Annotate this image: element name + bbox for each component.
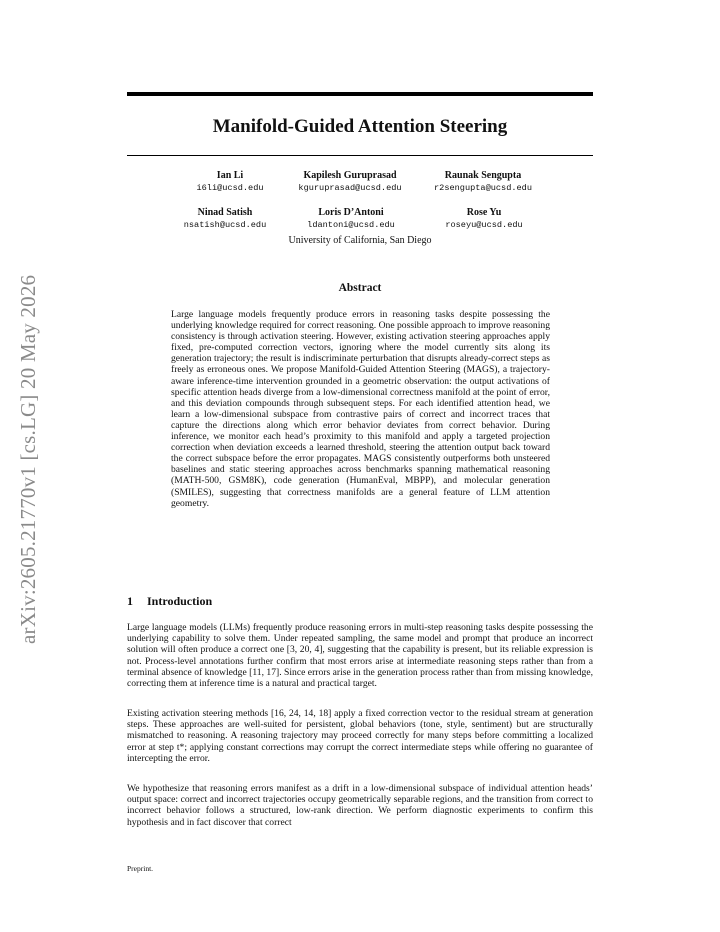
author-email[interactable]: roseyu@ucsd.edu xyxy=(445,220,523,230)
author-email[interactable]: r2sengupta@ucsd.edu xyxy=(434,183,532,193)
body-paragraph: Existing activation steering methods [16, 24, 14, 18] apply a fixed correction vector to the residual stream at generation steps. These approaches are well-suited for persistent, global behaviors (tone, style, sentiment) but are structurally mismatched to reasoning. A reasoning trajectory may proceed correctly for many steps before committing a localized error at step t*; applying constant corrections may corrupt the correct intermediate steps while offering no guarantee of intercepting the error. xyxy=(127,708,593,764)
abstract-text: Large language models frequently produce errors in reasoning tasks despite possessing the underlying knowledge required for correct reasoning. One possible approach to improve reasoning consistency is through activation steering. However, existing activation steering approaches apply fixed, pre-computed correction vectors, ignoring where the model currently sits along its generation trajectory; the result is indiscriminate perturbation that disrupts already-correct steps as freely as erroneous ones. We propose Manifold-Guided Attention Steering (MAGS), a trajectory-aware inference-time intervention grounded in a geometric observation: the output activations of specific attention heads diverge from a low-dimensional correctness manifold at the point of error, and this deviation compounds through subsequent steps. For each identified attention head, we learn a low-dimensional subspace from contrastive pairs of correct and incorrect traces that capture the directions along which error behavior deviates from correct behavior. During inference, we monitor each head’s proximity to this manifold and apply a targeted projection correction when deviation exceeds a learned threshold, steering the attention output back toward the correct subspace before the error propagates. MAGS consistently outperforms both unsteered baselines and static steering approaches across benchmarks spanning mathematical reasoning (MATH-500, GSM8K), code generation (HumanEval, MBPP), and molecular generation (SMILES), suggesting that correctness manifolds are a general feature of LLM attention geometry. xyxy=(171,309,550,509)
section-number: 1 xyxy=(127,594,133,608)
author-block xyxy=(276,206,426,231)
author-block xyxy=(409,206,559,231)
body-paragraph: We hypothesize that reasoning errors manifest as a drift in a low-dimensional subspace of individual attention heads’ output space: correct and incorrect trajectories occupy geometrically separable regions, and the transition from correct to incorrect behavior follows a structured, low-rank direction. We perform diagnostic experiments to confirm this hypothesis and in fact discover that correct xyxy=(127,783,593,828)
section-heading xyxy=(127,594,593,609)
arxiv-identifier[interactable]: arXiv:2605.21770v1 [cs.LG] 20 May 2026 xyxy=(16,274,40,644)
body-paragraph: Large language models (LLMs) frequently produce reasoning errors in multi-step reasoning tasks despite possessing the underlying capability to solve them. Under repeated sampling, the same model and prompt that produce an incorrect solution will often produce a correct one [3, 20, 4], suggesting that the capability is present, but its reliable expression is not. Process-level annotations further confirm that most errors arise at intermediate reasoning steps rather than from a terminal absence of knowledge [11, 17]. Since errors arise in the generation process rather than from missing knowledge, correcting them at inference time is a natural and practical target. xyxy=(127,622,593,690)
author-name: Raunak Sengupta xyxy=(444,170,522,181)
section-title: Introduction xyxy=(147,594,213,608)
author-name: Kapilesh Guruprasad xyxy=(303,170,397,181)
author-name: Loris D’Antoni xyxy=(318,207,384,218)
author-name: Ian Li xyxy=(216,170,244,181)
author-block xyxy=(275,169,425,194)
author-email[interactable]: i6li@ucsd.edu xyxy=(196,183,264,193)
author-name: Rose Yu xyxy=(466,207,502,218)
author-block xyxy=(408,169,558,194)
footer-note: Preprint. xyxy=(127,864,154,873)
title-top-rule xyxy=(127,92,593,96)
author-email[interactable]: ldantoni@ucsd.edu xyxy=(307,220,395,230)
paper-title: Manifold-Guided Attention Steering xyxy=(212,116,508,137)
abstract-heading: Abstract xyxy=(338,282,382,294)
author-email[interactable]: kguruprasad@ucsd.edu xyxy=(298,183,402,193)
title-bottom-rule xyxy=(127,155,593,156)
author-email[interactable]: nsatish@ucsd.edu xyxy=(183,220,267,230)
author-name: Ninad Satish xyxy=(197,207,253,218)
affiliation: University of California, San Diego xyxy=(288,235,432,246)
